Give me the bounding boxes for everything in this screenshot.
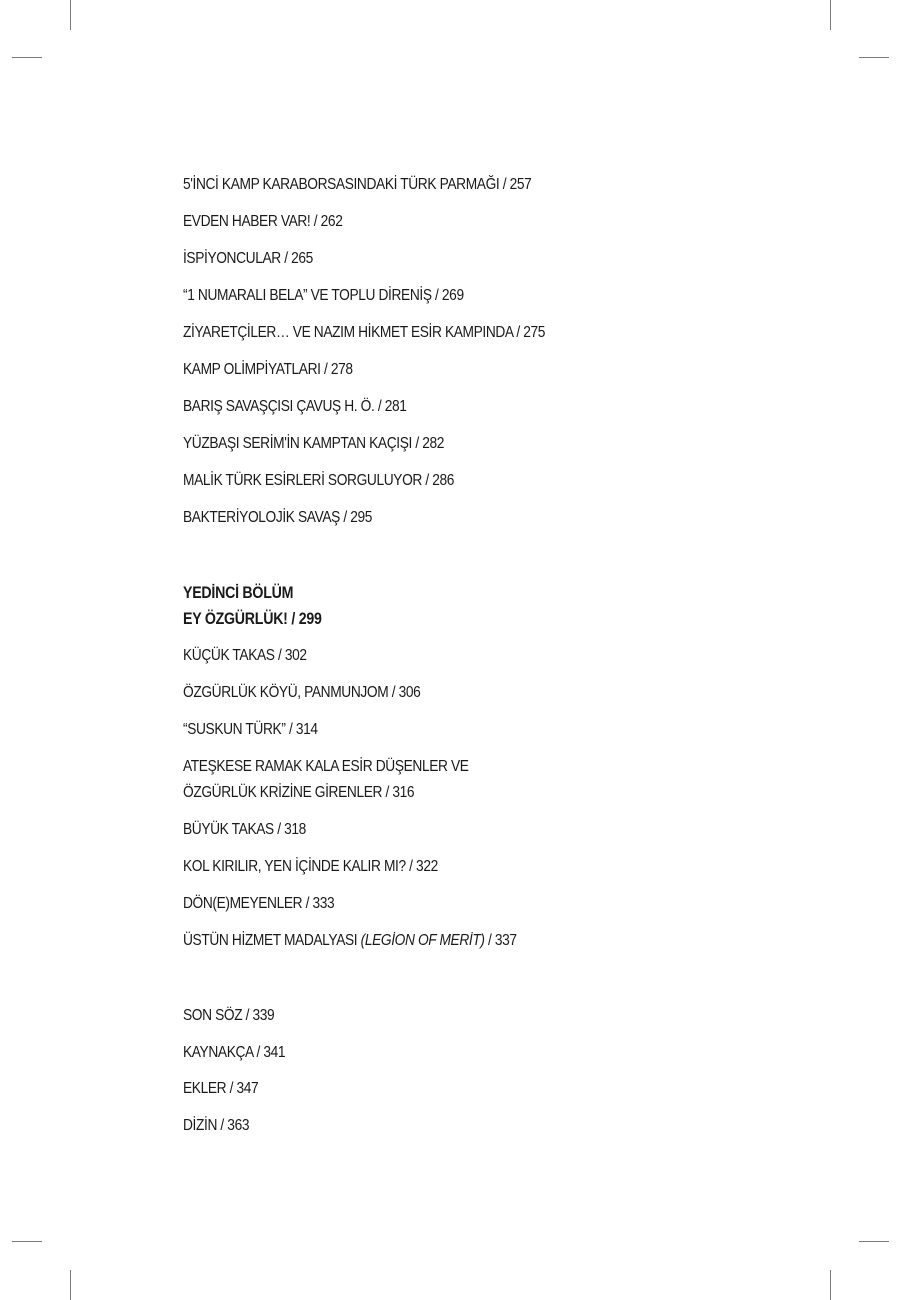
back-matter-entry: DİZİN / 363 bbox=[183, 1117, 250, 1134]
back-matter-entry: SON SÖZ / 339 bbox=[183, 1007, 275, 1024]
toc-entry: KOL KIRILIR, YEN İÇİNDE KALIR MI? / 322 bbox=[183, 858, 438, 875]
toc-entry: DÖN(E)MEYENLER / 333 bbox=[183, 895, 335, 912]
toc-entry: KAMP OLİMPİYATLARI / 278 bbox=[183, 361, 353, 378]
crop-mark-bottom-left-vertical bbox=[70, 1270, 71, 1300]
crop-mark-bottom-right-horizontal bbox=[859, 1241, 889, 1242]
toc-entry: 5'İNCİ KAMP KARABORSASINDAKİ TÜRK PARMAĞI / 257 bbox=[183, 176, 532, 193]
chapter-heading-title: EY ÖZGÜRLÜK! / 299 bbox=[183, 610, 322, 628]
toc-entry: YÜZBAŞI SERİM'İN KAMPTAN KAÇIŞI / 282 bbox=[183, 435, 445, 452]
toc-entry-medal bbox=[183, 928, 517, 954]
crop-mark-bottom-right-vertical bbox=[830, 1270, 831, 1300]
toc-entry: ÖZGÜRLÜK KÖYÜ, PANMUNJOM / 306 bbox=[183, 684, 421, 701]
toc-entry: ZİYARETÇİLER… VE NAZIM HİKMET ESİR KAMPINDA / 275 bbox=[183, 324, 546, 341]
back-matter-entry: EKLER / 347 bbox=[183, 1080, 259, 1097]
toc-entry-line1: ATEŞKESE RAMAK KALA ESİR DÜŞENLER VE bbox=[183, 758, 469, 775]
chapter-heading-number: YEDİNCİ BÖLÜM bbox=[183, 584, 294, 602]
toc-entry: EVDEN HABER VAR! / 262 bbox=[183, 213, 343, 230]
toc-entry: BÜYÜK TAKAS / 318 bbox=[183, 821, 306, 838]
toc-entry: BAKTERİYOLOJİK SAVAŞ / 295 bbox=[183, 509, 373, 526]
toc-entry: İSPİYONCULAR / 265 bbox=[183, 250, 313, 267]
toc-entry-line2: ÖZGÜRLÜK KRİZİNE GİRENLER / 316 bbox=[183, 784, 415, 801]
crop-mark-top-right-vertical bbox=[830, 0, 831, 30]
toc-entry: BARIŞ SAVAŞÇISI ÇAVUŞ H. Ö. / 281 bbox=[183, 398, 407, 415]
crop-mark-bottom-left-horizontal bbox=[12, 1241, 42, 1242]
medal-suffix: / 337 bbox=[484, 932, 517, 949]
crop-mark-top-right-horizontal bbox=[859, 57, 889, 58]
medal-italic: (LEGİON OF MERİT) bbox=[360, 932, 485, 949]
toc-entry: KÜÇÜK TAKAS / 302 bbox=[183, 647, 307, 664]
medal-prefix: ÜSTÜN HİZMET MADALYASI bbox=[183, 932, 361, 949]
toc-entry: MALİK TÜRK ESİRLERİ SORGULUYOR / 286 bbox=[183, 472, 455, 489]
back-matter-entry: KAYNAKÇA / 341 bbox=[183, 1044, 286, 1061]
crop-mark-top-left-horizontal bbox=[12, 57, 42, 58]
crop-mark-top-left-vertical bbox=[70, 0, 71, 30]
toc-entry: “SUSKUN TÜRK” / 314 bbox=[183, 721, 318, 738]
toc-entry: “1 NUMARALI BELA” VE TOPLU DİRENİŞ / 269 bbox=[183, 287, 464, 304]
